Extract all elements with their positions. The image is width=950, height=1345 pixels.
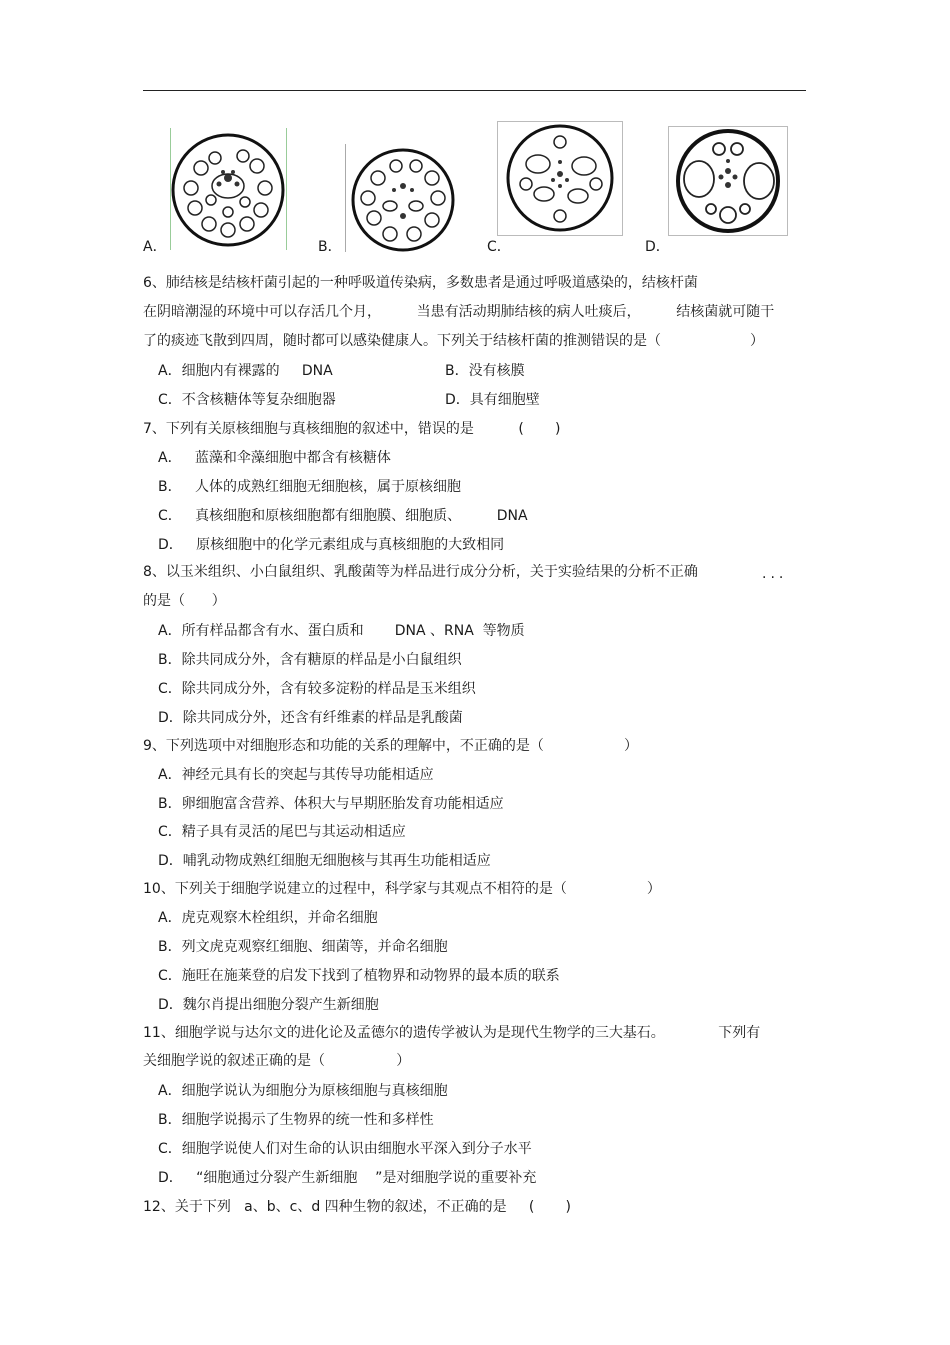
question-7-option-b: B． 人体的成熟红细胞无细胞核，属于原核细胞: [158, 479, 461, 495]
question-6-option-c: C．不含核糖体等复杂细胞器: [158, 392, 336, 408]
question-10-stem: 10、下列关于细胞学说建立的过程中，科学家与其观点不相符的是（ ）: [143, 881, 661, 897]
question-9-option-a: A．神经元具有长的突起与其传导功能相适应: [158, 767, 434, 783]
question-6-option-d: D．具有细胞壁: [445, 392, 540, 408]
figure-option-c-label: C．: [487, 239, 511, 255]
figure-option-d-label: D．: [645, 239, 670, 255]
question-11-option-a: A．细胞学说认为细胞分为原核细胞与真核细胞: [158, 1083, 448, 1099]
question-8-option-a: A．所有样品都含有水、蛋白质和 DNA 、RNA 等物质: [158, 623, 525, 639]
question-7-stem: 7、下列有关原核细胞与真核细胞的叙述中，错误的是 ( ): [143, 421, 561, 437]
question-10-option-b: B．列文虎克观察红细胞、细菌等，并命名细胞: [158, 939, 448, 955]
header-rule: [143, 90, 806, 91]
question-8-option-c: C．除共同成分外，含有较多淀粉的样品是玉米组织: [158, 681, 476, 697]
question-6-stem-line-3: 了的痰迹飞散到四周，随时都可以感染健康人。下列关于结核杆菌的推测错误的是（ ）: [143, 333, 765, 349]
question-8-option-b: B．除共同成分外，含有糖原的样品是小白鼠组织: [158, 652, 462, 668]
question-10-option-d: D．魏尔肖提出细胞分裂产生新细胞: [158, 997, 379, 1013]
question-7-option-d: D． 原核细胞中的化学元素组成与真核细胞的大致相同: [158, 537, 505, 553]
stem-cross-section-image-a: [170, 128, 287, 250]
question-7-option-a: A． 蓝藻和伞藻细胞中都含有核糖体: [158, 450, 391, 466]
question-8-option-d: D．除共同成分外，还含有纤维素的样品是乳酸菌: [158, 710, 463, 726]
question-7-option-c: C． 真核细胞和原核细胞都有细胞膜、细胞质、 DNA: [158, 508, 528, 524]
stem-cross-section-image-b: [345, 144, 458, 252]
stem-cross-section-image-c: [497, 121, 623, 236]
question-11-stem-line-1: 11、细胞学说与达尔文的进化论及孟德尔的遗传学被认为是现代生物学的三大基石。 下列有: [143, 1025, 761, 1041]
question-6-option-a: A．细胞内有裸露的 DNA: [158, 363, 333, 379]
question-9-stem: 9、下列选项中对细胞形态和功能的关系的理解中，不正确的是（ ）: [143, 738, 639, 754]
figure-option-a-label: A．: [143, 239, 167, 255]
question-9-option-c: C．精子具有灵活的尾巴与其运动相适应: [158, 824, 406, 840]
question-10-option-a: A．虎克观察木栓组织，并命名细胞: [158, 910, 378, 926]
question-6-option-b: B．没有核膜: [445, 363, 525, 379]
question-10-option-c: C．施旺在施莱登的启发下找到了植物界和动物界的最本质的联系: [158, 968, 560, 984]
question-11-option-b: B．细胞学说揭示了生物界的统一性和多样性: [158, 1112, 434, 1128]
question-11-option-d: D． “细胞通过分裂产生新细胞 ”是对细胞学说的重要补充: [158, 1170, 537, 1186]
question-11-stem-line-2: 关细胞学说的叙述正确的是（ ）: [143, 1053, 411, 1069]
question-11-option-c: C．细胞学说使人们对生命的认识由细胞水平深入到分子水平: [158, 1141, 532, 1157]
stem-cross-section-image-d: [668, 126, 788, 236]
question-6-stem-line-1: 6、肺结核是结核杆菌引起的一种呼吸道传染病，多数患者是通过呼吸道感染的，结核杆菌: [143, 275, 698, 291]
question-12-stem: 12、关于下列 a、b、c、d 四种生物的叙述，不正确的是 ( ): [143, 1199, 571, 1215]
question-9-option-d: D．哺乳动物成熟红细胞无细胞核与其再生功能相适应: [158, 853, 491, 869]
figure-option-b-label: B．: [318, 239, 342, 255]
question-8-stem-line-1: 8、以玉米组织、小白鼠组织、乳酸菌等为样品进行成分分析，关于实验结果的分析不正确: [143, 564, 698, 580]
question-8-emphasis-dots: ...: [762, 566, 788, 582]
question-6-stem-line-2: 在阴暗潮湿的环境中可以存活几个月， 当患有活动期肺结核的病人吐痰后， 结核菌就可随干: [143, 304, 775, 320]
question-9-option-b: B．卵细胞富含营养、体积大与早期胚胎发育功能相适应: [158, 796, 504, 812]
question-8-stem-line-2: 的是（ ）: [143, 593, 226, 609]
